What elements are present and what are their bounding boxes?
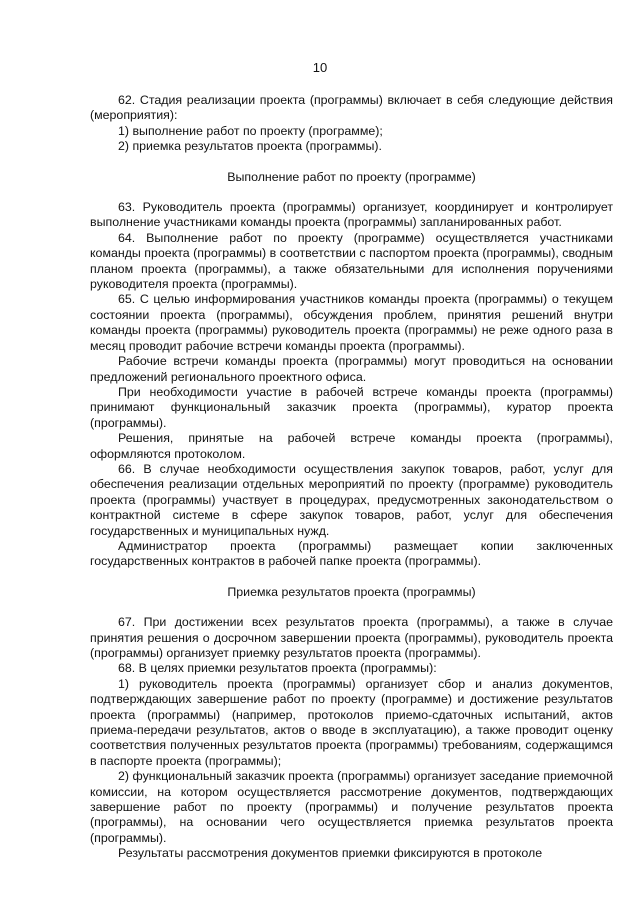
paragraph-66-administrator: Администратор проекта (программы) размещает копии заключенных государственных контрактов в рабочей папке проекта (программы). (90, 538, 613, 569)
document-body (90, 93, 613, 861)
paragraph-63: 63. Руководитель проекта (программы) организует, координирует и контролирует выполнение участниками команды проекта (программы) запланированных работ. (90, 200, 613, 230)
list-item-62-1: 1) выполнение работ по проекту (программе); (118, 123, 383, 138)
paragraph-62: 62. Стадия реализации проекта (программы) включает в себя следующие действия (мероприятия): (90, 93, 613, 123)
paragraph-65: 65. С целью информирования участников команды проекта (программы) о текущем состоянии проекта (программы), обсуждения проблем, принятия решений внутри команды проекта (программы) руководитель проекта (программы) не реже одного раза в месяц проводит рабочие встречи команды проекта (программы). (90, 292, 613, 353)
paragraph-68-results: Результаты рассмотрения документов приемки фиксируются в протоколе (118, 846, 543, 861)
paragraph-65-meetings: Рабочие встречи команды проекта (программы) могут проводиться на основании предложений регионального проектного офиса. (90, 354, 613, 384)
paragraph-64: 64. Выполнение работ по проекту (программе) осуществляется участниками команды проекта (программы) в соответствии с паспортом проекта (программы), сводным планом проекта (программы), а также обязательными для исполнения поручениями руководителя проекта (программы). (90, 230, 613, 292)
paragraph-65-participants: При необходимости участие в рабочей встрече команды проекта (программы) принимают функциональный заказчик проекта (программы), куратор проекта (программы). (90, 384, 613, 430)
page-number: 10 (312, 60, 328, 75)
section-heading-results-acceptance: Приемка результатов проекта (программы) (227, 584, 476, 599)
paragraph-65-decisions: Решения, принятые на рабочей встрече команды проекта (программы), оформляются протоколом. (90, 431, 613, 461)
paragraph-66: 66. В случае необходимости осуществления закупок товаров, работ, услуг для обеспечения реализации отдельных мероприятий по проекту (программе) руководитель проекта (программы) участвует в процедурах, предусмотренных законодательством о контрактной системе в сфере закупок товаров, работ, услуг для обеспечения государственных и муниципальных нужд. (90, 461, 613, 538)
section-heading-work-execution: Выполнение работ по проекту (программе) (227, 169, 476, 184)
list-item-62-2: 2) приемка результатов проекта (программы). (118, 139, 382, 154)
list-item-68-1: 1) руководитель проекта (программы) организует сбор и анализ документов, подтверждающих завершение работ по проекту (программе) и достижение результатов проекта (программы) (например, протоколов приемо-сдаточных испытаний, актов приема-передачи результатов, актов о вводе в эксплуатацию), а также проводит оценку соответствия полученных результатов проекта (программы) требованиям, содержащимся в паспорте проекта (программы); (90, 676, 613, 768)
list-item-68-2: 2) функциональный заказчик проекта (программы) организует заседание приемочной комиссии, на котором осуществляется рассмотрение документов, подтверждающих завершение работ по проекту (программы) и получение результатов проекта (программы), на основании чего осуществляется приемка результатов проекта (программы). (90, 769, 613, 845)
paragraph-68: 68. В целях приемки результатов проекта (программы): (118, 661, 437, 676)
paragraph-67: 67. При достижении всех результатов проекта (программы), а также в случае принятия решения о досрочном завершении проекта (программы), руководитель проекта (программы) организует приемку результатов проекта (программы). (90, 615, 613, 660)
